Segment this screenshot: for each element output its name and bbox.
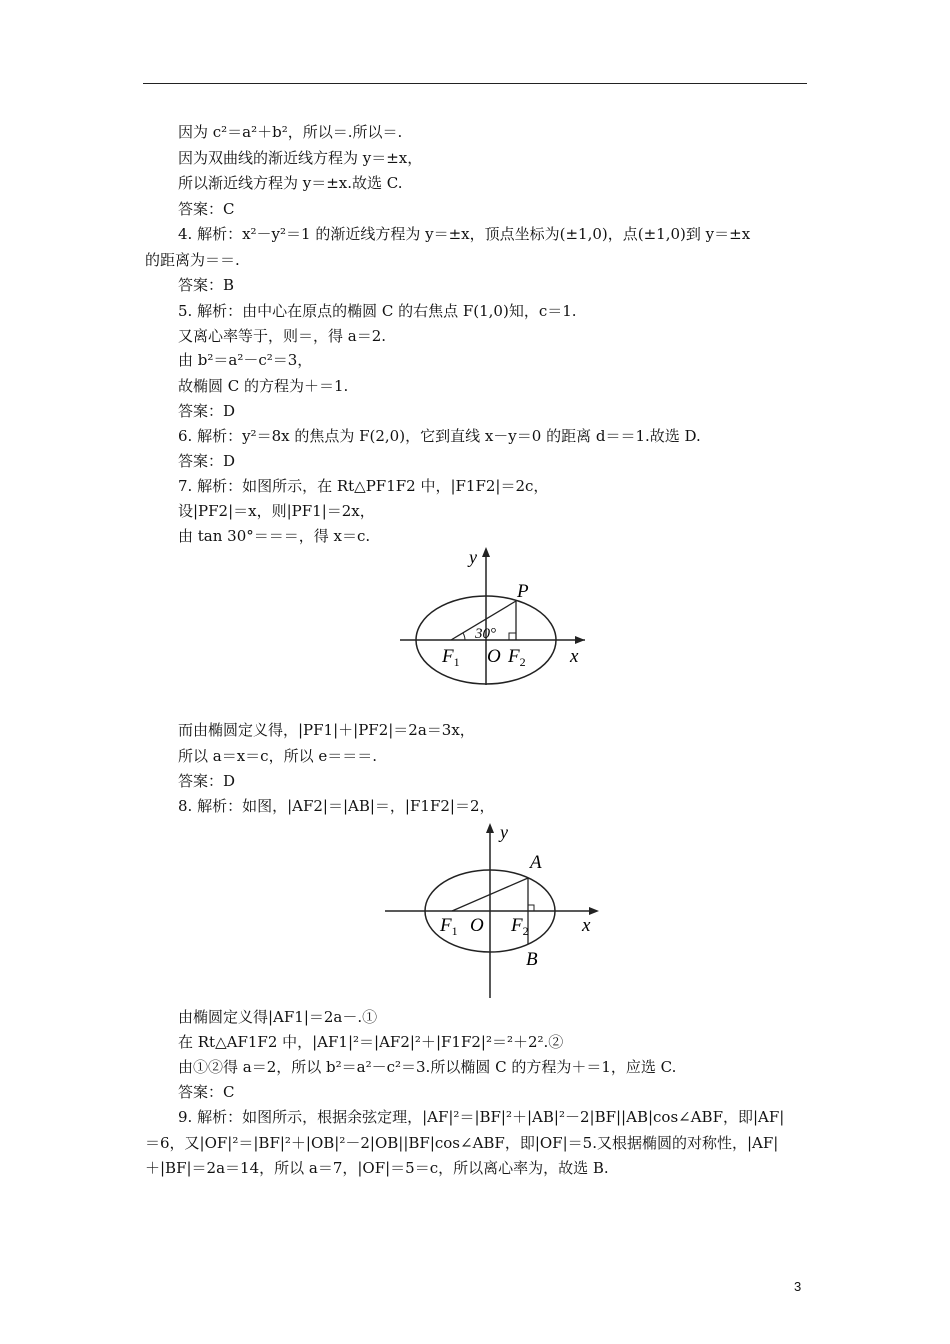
ellipse-figure-2 (380, 818, 605, 1001)
text-line: 由①②得 a＝2，所以 b²＝a²－c²＝3.所以椭圆 C 的方程为＋＝1，应选 C. (178, 1058, 677, 1076)
text-line: 8. 解析：如图，|AF2|＝|AB|＝，|F1F2|＝2， (178, 797, 495, 815)
text-line: 因为 c²＝a²＋b²，所以＝.所以＝. (178, 123, 403, 141)
text-line: 由 b²＝a²－c²＝3， (178, 351, 313, 369)
text-line: 由 tan 30°＝＝＝，得 x＝c. (178, 527, 371, 545)
text-line: 的距离为＝＝. (145, 251, 240, 269)
text-line: ＝6，又|OF|²＝|BF|²＋|OB|²－2|OB||BF|cos∠ABF，即|OF|＝5.又根据椭圆的对称性，|AF| (145, 1134, 779, 1152)
focus-f2-label: $F_2$ (508, 646, 526, 669)
text-line: 又离心率等于，则＝，得 a＝2. (178, 327, 387, 345)
text-line: 6. 解析：y²＝8x 的焦点为 F(2,0)，它到直线 x－y＝0 的距离 d＝＝1.故选 D. (178, 427, 701, 445)
text-line: 而由椭圆定义得，|PF1|＋|PF2|＝2a＝3x， (178, 721, 475, 739)
y-axis-label: y (500, 822, 508, 842)
text-line: 7. 解析：如图所示，在 Rt△PF1F2 中，|F1F2|＝2c， (178, 477, 549, 495)
focus-f2-label: $F_2$ (511, 915, 529, 938)
text-line: 由椭圆定义得|AF1|＝2a－.① (178, 1008, 378, 1026)
focus-f1-label: $F_1$ (442, 646, 460, 669)
ellipse-figure-1 (395, 545, 600, 690)
angle-label: 30° (475, 626, 496, 642)
x-axis-label: x (570, 646, 579, 667)
header-rule (143, 83, 807, 84)
text-line: 4. 解析：x²－y²＝1 的渐近线方程为 y＝±x，顶点坐标为(±1,0)，点(±1,0)到 y＝±x (178, 225, 751, 243)
answer-line: 答案：D (178, 452, 236, 470)
answer-line: 答案：B (178, 276, 235, 294)
answer-line: 答案：D (178, 772, 236, 790)
origin-label: O (487, 646, 501, 667)
page-number: 3 (794, 1279, 802, 1294)
answer-line: 答案：D (178, 402, 236, 420)
point-p-label: P (517, 581, 529, 602)
text-line: 5. 解析：由中心在原点的椭圆 C 的右焦点 F(1,0)知，c＝1. (178, 302, 577, 320)
text-line: 设|PF2|＝x，则|PF1|＝2x， (178, 502, 375, 520)
point-a-label: A (530, 852, 542, 873)
x-axis-label: x (582, 915, 591, 936)
answer-line: 答案：C (178, 200, 235, 218)
focus-f1-label: $F_1$ (440, 915, 458, 938)
text-line: 在 Rt△AF1F2 中，|AF1|²＝|AF2|²＋|F1F2|²＝²＋2².② (178, 1033, 564, 1051)
text-line: ＋|BF|＝2a＝14，所以 a＝7，|OF|＝5＝c，所以离心率为，故选 B. (145, 1159, 609, 1177)
text-line: 所以渐近线方程为 y＝±x.故选 C. (178, 174, 403, 192)
text-line: 9. 解析：如图所示，根据余弦定理，|AF|²＝|BF|²＋|AB|²－2|BF||AB|cos∠ABF，即|AF| (178, 1108, 785, 1126)
y-axis-label: y (469, 547, 477, 567)
answer-line: 答案：C (178, 1083, 235, 1101)
origin-label: O (470, 915, 484, 936)
point-b-label: B (526, 949, 538, 970)
text-line: 因为双曲线的渐近线方程为 y＝±x， (178, 149, 423, 167)
text-line: 故椭圆 C 的方程为＋＝1. (178, 377, 349, 395)
text-line: 所以 a＝x＝c，所以 e＝＝＝. (178, 747, 377, 765)
